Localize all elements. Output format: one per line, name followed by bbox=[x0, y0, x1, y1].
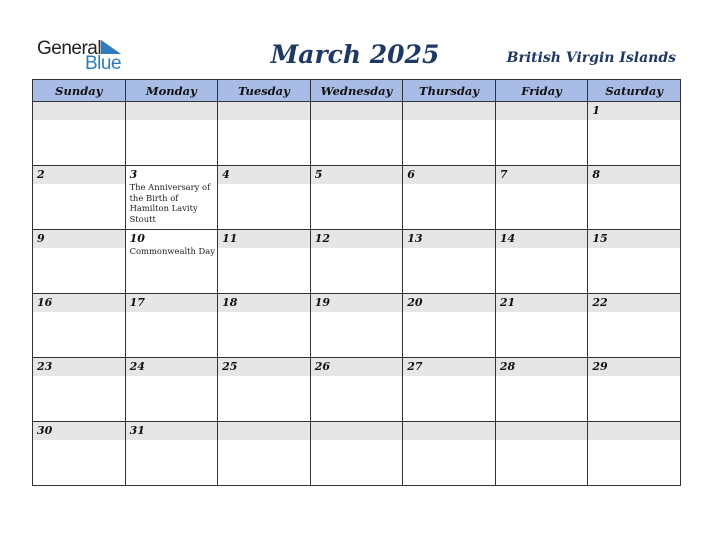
day-number: 9 bbox=[37, 232, 45, 245]
day-number-bar bbox=[403, 166, 495, 184]
day-cell[interactable] bbox=[218, 294, 311, 358]
week-row bbox=[33, 294, 681, 358]
day-number-bar bbox=[311, 166, 403, 184]
day-number-bar bbox=[126, 358, 218, 376]
day-number: 28 bbox=[499, 360, 516, 373]
day-number: 7 bbox=[499, 168, 508, 181]
day-cell[interactable] bbox=[218, 102, 311, 166]
day-cell[interactable] bbox=[588, 422, 681, 486]
day-cell[interactable] bbox=[403, 230, 496, 294]
day-number-bar bbox=[588, 230, 680, 248]
day-number-bar bbox=[496, 102, 588, 120]
weekday-header: Wednesday bbox=[310, 80, 403, 102]
day-number-bar bbox=[126, 294, 218, 312]
day-cell[interactable] bbox=[33, 166, 126, 230]
weekday-header: Friday bbox=[495, 80, 588, 102]
day-number-bar bbox=[311, 102, 403, 120]
day-number-bar bbox=[126, 102, 218, 120]
day-number: 13 bbox=[407, 232, 423, 245]
day-number: 30 bbox=[37, 424, 53, 437]
day-number: 19 bbox=[314, 296, 330, 309]
day-number: 18 bbox=[222, 296, 238, 309]
day-cell[interactable] bbox=[588, 102, 681, 166]
day-cell[interactable] bbox=[218, 358, 311, 422]
day-number: 17 bbox=[129, 296, 145, 309]
day-number-bar bbox=[496, 422, 588, 440]
day-number-bar bbox=[311, 230, 403, 248]
day-cell[interactable] bbox=[33, 230, 126, 294]
day-number-bar bbox=[403, 294, 495, 312]
day-cell[interactable] bbox=[495, 422, 588, 486]
day-number-bar bbox=[126, 230, 218, 246]
day-number: 11 bbox=[222, 232, 238, 245]
day-number-bar bbox=[218, 294, 310, 312]
week-row bbox=[33, 166, 681, 230]
day-cell[interactable] bbox=[125, 102, 218, 166]
day-number: 14 bbox=[499, 232, 516, 245]
day-number: 24 bbox=[129, 360, 145, 373]
day-number-bar bbox=[403, 102, 495, 120]
day-number: 21 bbox=[499, 296, 516, 309]
day-number-bar bbox=[403, 422, 495, 440]
day-number: 20 bbox=[407, 296, 423, 309]
day-number-bar bbox=[588, 358, 680, 376]
day-cell[interactable] bbox=[33, 358, 126, 422]
weekday-header: Thursday bbox=[403, 80, 496, 102]
day-number-bar bbox=[311, 358, 403, 376]
weekday-header: Tuesday bbox=[218, 80, 311, 102]
day-cell[interactable] bbox=[403, 358, 496, 422]
day-cell[interactable] bbox=[125, 294, 218, 358]
day-cell[interactable] bbox=[403, 422, 496, 486]
day-number-bar bbox=[218, 230, 310, 248]
weekday-header: Sunday bbox=[33, 80, 126, 102]
day-number: 3 bbox=[129, 168, 138, 181]
day-number-bar bbox=[126, 422, 218, 440]
day-number-bar bbox=[33, 422, 125, 440]
holiday-event: Commonwealth Day bbox=[129, 246, 215, 256]
day-number-bar bbox=[496, 230, 588, 248]
day-cell[interactable] bbox=[310, 102, 403, 166]
day-number-bar bbox=[218, 358, 310, 376]
day-number: 4 bbox=[222, 168, 230, 181]
calendar-grid bbox=[32, 79, 681, 486]
day-cell[interactable] bbox=[310, 422, 403, 486]
weekday-header-row bbox=[33, 80, 681, 102]
region-name: British Virgin Islands bbox=[506, 50, 676, 66]
day-cell[interactable] bbox=[125, 230, 218, 294]
day-cell[interactable] bbox=[310, 294, 403, 358]
day-cell[interactable] bbox=[218, 422, 311, 486]
week-row bbox=[33, 102, 681, 166]
day-number-bar bbox=[588, 294, 680, 312]
day-cell[interactable] bbox=[33, 102, 126, 166]
day-number: 22 bbox=[592, 296, 608, 309]
day-number-bar bbox=[33, 230, 125, 248]
day-cell[interactable] bbox=[495, 102, 588, 166]
day-cell[interactable] bbox=[495, 166, 588, 230]
page-title: March 2025 bbox=[270, 40, 440, 69]
day-number: 1 bbox=[592, 104, 601, 117]
day-cell[interactable] bbox=[403, 294, 496, 358]
day-cell[interactable] bbox=[218, 230, 311, 294]
day-cell[interactable] bbox=[310, 166, 403, 230]
day-cell[interactable] bbox=[588, 294, 681, 358]
day-number: 29 bbox=[592, 360, 608, 373]
weekday-header: Saturday bbox=[588, 80, 681, 102]
day-number-bar bbox=[311, 294, 403, 312]
day-cell[interactable] bbox=[588, 166, 681, 230]
day-number: 25 bbox=[222, 360, 238, 373]
week-row bbox=[33, 358, 681, 422]
day-number: 5 bbox=[314, 168, 323, 181]
logo-word-blue: Blue bbox=[85, 53, 122, 74]
day-number-bar bbox=[311, 422, 403, 440]
day-cell[interactable] bbox=[125, 358, 218, 422]
day-number: 16 bbox=[37, 296, 53, 309]
day-number: 27 bbox=[407, 360, 423, 373]
day-number: 10 bbox=[129, 232, 145, 245]
day-number-bar bbox=[588, 166, 680, 184]
weekday-header: Monday bbox=[125, 80, 218, 102]
day-number-bar bbox=[496, 294, 588, 312]
day-number-bar bbox=[403, 230, 495, 248]
day-cell[interactable] bbox=[125, 422, 218, 486]
day-number: 12 bbox=[314, 232, 330, 245]
week-row bbox=[33, 422, 681, 486]
day-number-bar bbox=[218, 422, 310, 440]
day-number: 8 bbox=[592, 168, 601, 181]
day-cell[interactable] bbox=[588, 358, 681, 422]
day-number: 23 bbox=[37, 360, 53, 373]
week-row bbox=[33, 230, 681, 294]
day-cell[interactable] bbox=[310, 230, 403, 294]
day-number-bar bbox=[33, 102, 125, 120]
day-cell[interactable] bbox=[218, 166, 311, 230]
day-number: 15 bbox=[592, 232, 608, 245]
day-cell[interactable] bbox=[33, 422, 126, 486]
day-number-bar bbox=[588, 102, 680, 120]
day-number: 2 bbox=[37, 168, 45, 181]
day-number-bar bbox=[126, 166, 218, 182]
day-cell[interactable] bbox=[403, 166, 496, 230]
day-number-bar bbox=[218, 166, 310, 184]
day-number-bar bbox=[496, 358, 588, 376]
logo-word-general: General bbox=[37, 38, 102, 59]
day-cell[interactable] bbox=[310, 358, 403, 422]
day-number-bar bbox=[588, 422, 680, 440]
day-number-bar bbox=[218, 102, 310, 120]
day-number: 31 bbox=[129, 424, 145, 437]
day-cell[interactable] bbox=[125, 166, 218, 230]
day-number-bar bbox=[403, 358, 495, 376]
day-cell[interactable] bbox=[403, 102, 496, 166]
day-number-bar bbox=[496, 166, 588, 184]
day-number: 26 bbox=[314, 360, 330, 373]
day-cell[interactable] bbox=[495, 230, 588, 294]
generalblue-logo bbox=[37, 38, 127, 74]
day-cell[interactable] bbox=[33, 294, 126, 358]
day-number-bar bbox=[33, 358, 125, 376]
day-cell[interactable] bbox=[495, 294, 588, 358]
day-number-bar bbox=[33, 294, 125, 312]
day-cell[interactable] bbox=[588, 230, 681, 294]
day-number-bar bbox=[33, 166, 125, 184]
day-cell[interactable] bbox=[495, 358, 588, 422]
day-number: 6 bbox=[407, 168, 415, 181]
holiday-event: The Anniversary of the Birth of Hamilton Lavity Stoutt bbox=[129, 182, 211, 224]
